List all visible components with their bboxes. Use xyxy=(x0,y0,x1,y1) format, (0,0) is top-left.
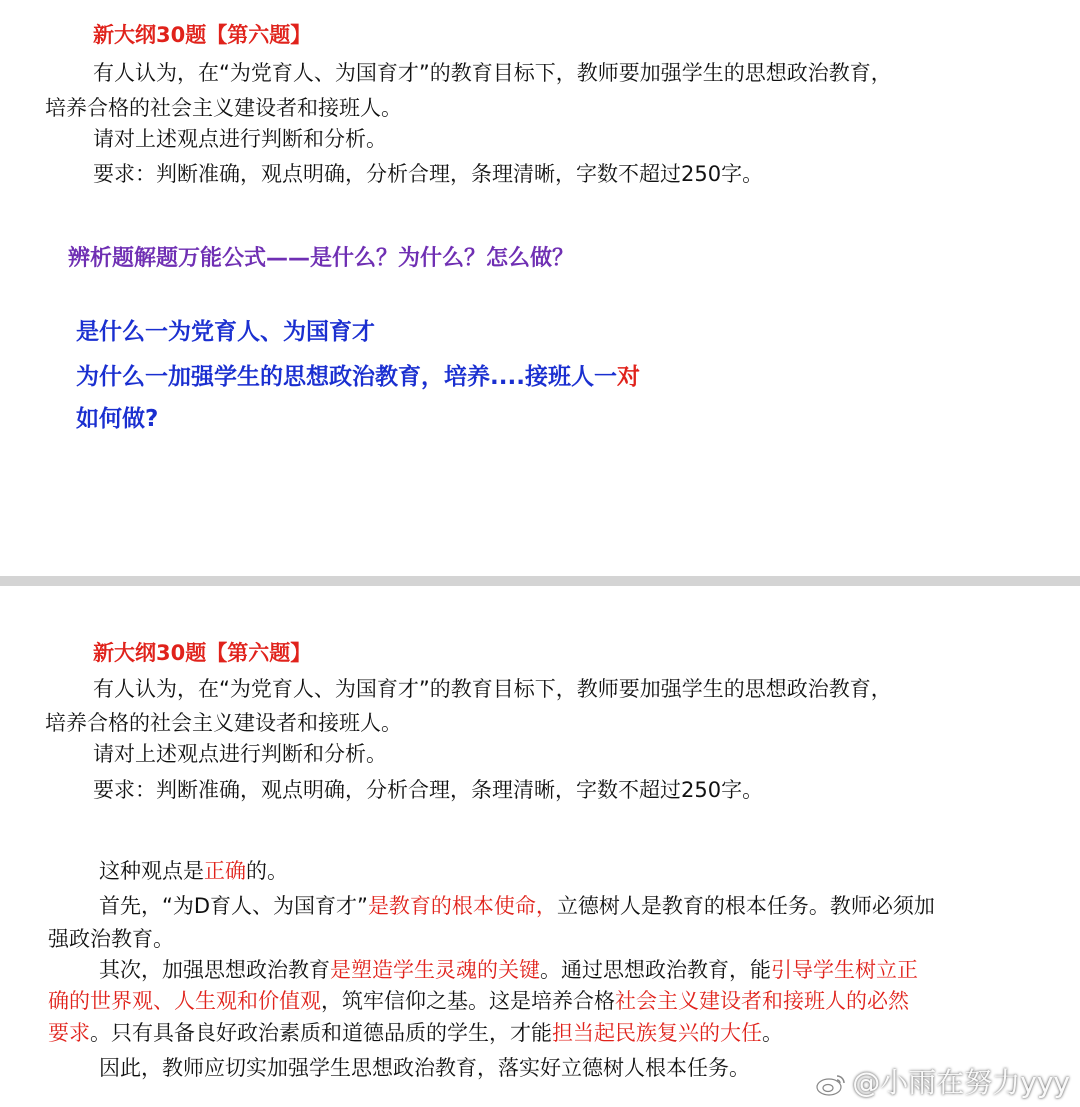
why-text: 为什么一加强学生的思想政治教育，培养....接班人一 xyxy=(76,364,617,390)
answer-highlight: 担当起民族复兴的大任 xyxy=(552,1021,762,1045)
panel-divider xyxy=(0,576,1080,586)
answer-text: 。 xyxy=(762,1021,783,1045)
answer-highlight: 要求 xyxy=(48,1021,90,1045)
question-text-line: 培养合格的社会主义建设者和接班人。 xyxy=(45,96,402,120)
answer-line xyxy=(99,856,288,886)
answer-line xyxy=(99,891,935,921)
question-text-line: 有人认为，在“为党育人、为国育才”的教育目标下，教师要加强学生的思想政治教育， xyxy=(93,61,892,85)
answer-highlight: 是教育的根本使命， xyxy=(367,894,557,918)
question-text-line: 请对上述观点进行判断和分析。 xyxy=(93,742,387,766)
answer-line xyxy=(48,986,909,1016)
answer-line: 因此，教师应切实加强学生思想政治教育，落实好立德树人根本任务。 xyxy=(99,1056,750,1080)
answer-highlight: 社会主义建设者和接班人的必然 xyxy=(615,989,909,1013)
why-verdict: 对 xyxy=(616,364,640,390)
answer-text: 的。 xyxy=(246,859,288,883)
answer-text: 。只有具备良好政治素质和道德品质的学生，才能 xyxy=(90,1021,552,1045)
formula-heading: 辨析题解题万能公式——是什么？为什么？怎么做？ xyxy=(68,246,575,271)
watermark-text: @小雨在努力yyy xyxy=(852,1066,1070,1099)
answer-text: ，筑牢信仰之基。这是培养合格 xyxy=(321,989,615,1013)
question-title: 新大纲30题【第六题】 xyxy=(93,23,312,47)
how-line: 如何做? xyxy=(76,406,159,432)
answer-text: 立德树人是教育的根本任务。教师必须加 xyxy=(556,894,935,918)
question-title: 新大纲30题【第六题】 xyxy=(93,641,312,665)
answer-text: 。通过思想政治教育，能 xyxy=(540,958,771,982)
watermark xyxy=(816,1061,1070,1101)
weibo-logo-icon xyxy=(816,1071,846,1097)
answer-text: 这种观点是 xyxy=(99,859,204,883)
question-text-line: 请对上述观点进行判断和分析。 xyxy=(93,127,387,151)
answer-text: 首先，“为D育人、为国育才” xyxy=(99,894,368,918)
answer-text: 其次，加强思想政治教育 xyxy=(99,958,330,982)
question-requirement: 要求：判断准确，观点明确，分析合理，条理清晰，字数不超过250字。 xyxy=(93,162,764,186)
question-requirement: 要求：判断准确，观点明确，分析合理，条理清晰，字数不超过250字。 xyxy=(93,778,764,802)
bottom-panel xyxy=(0,586,1080,1107)
answer-highlight: 确的世界观、人生观和价值观 xyxy=(48,989,321,1013)
answer-line xyxy=(99,955,918,985)
why-line xyxy=(76,362,640,392)
question-text-line: 有人认为，在“为党育人、为国育才”的教育目标下，教师要加强学生的思想政治教育， xyxy=(93,677,892,701)
answer-line: 强政治教育。 xyxy=(48,927,174,951)
what-line: 是什么一为党育人、为国育才 xyxy=(76,319,375,345)
answer-highlight: 正确 xyxy=(204,859,246,883)
answer-line xyxy=(48,1018,783,1048)
answer-highlight: 引导学生树立正 xyxy=(771,958,918,982)
question-text-line: 培养合格的社会主义建设者和接班人。 xyxy=(45,711,402,735)
answer-highlight: 是塑造学生灵魂的关键 xyxy=(330,958,540,982)
